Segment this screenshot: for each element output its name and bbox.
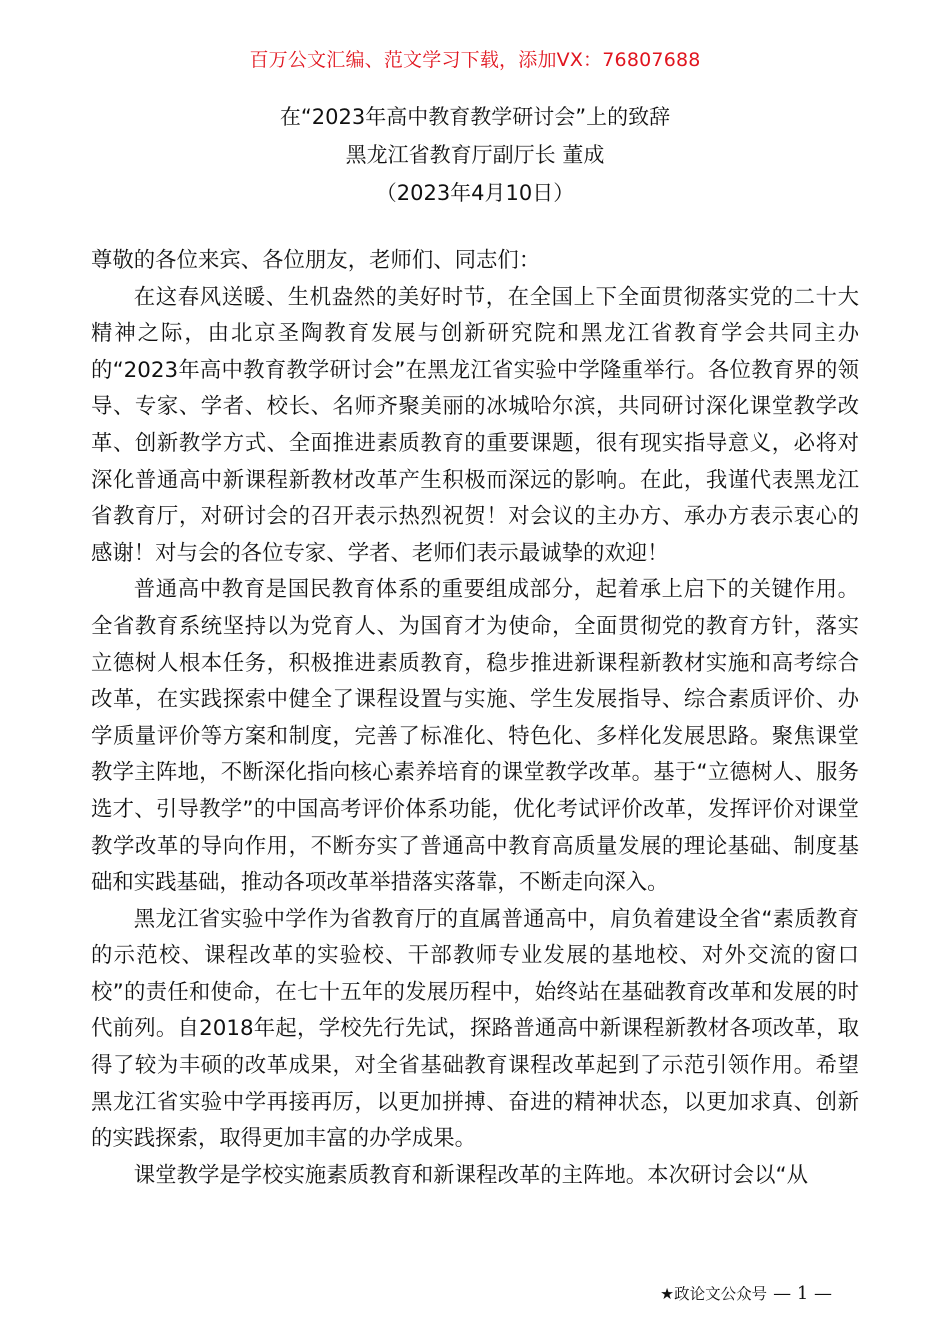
speech-date: （2023年4月10日） [375, 181, 575, 205]
speech-title: 在“2023年高中教育教学研讨会”上的致辞 [279, 105, 671, 129]
footer-label: 政论文公众号 [674, 1285, 768, 1303]
star-icon: ★ [660, 1285, 675, 1303]
paragraph-1: 在这春风送暖、生机盎然的美好时节，在全国上下全面贯彻落实党的二十大精神之际，由北京圣陶教育发展与创新研究院和黑龙江省教育学会共同主办的“2023年高中教育教学研讨会”在黑龙江省实验中学隆重举行。各位教育界的领导、专家、学者、校长、名师齐聚美丽的冰城哈尔滨，共同研讨深化课堂教学改革、创新教学方式、全面推进素质教育的重要课题，很有现实指导意义，必将对深化普通高中新课程新教材改革产生积极而深远的影响。在此，我谨代表黑龙江省教育厅，对研讨会的召开表示热烈祝贺！对会议的主办方、承办方表示衷心的感谢！对与会的各位专家、学者、老师们表示最诚挚的欢迎！ [91, 284, 859, 566]
paragraph-4: 课堂教学是学校实施素质教育和新课程改革的主阵地。本次研讨会以“从 [133, 1162, 808, 1188]
page-footer [660, 1281, 832, 1307]
salutation: 尊敬的各位来宾、各位朋友，老师们、同志们： [91, 248, 541, 273]
watermark-banner: 百万公文汇编、范文学习下载，添加VX：76807688 [249, 49, 701, 71]
document-body [91, 243, 859, 1194]
paragraph-2: 普通高中教育是国民教育体系的重要组成部分，起着承上启下的关键作用。全省教育系统坚持以为党育人、为国育才为使命，全面贯彻党的教育方针，落实立德树人根本任务，积极推进素质教育，稳步推进新课程新教材实施和高考综合改革，在实践探索中健全了课程设置与实施、学生发展指导、综合素质评价、办学质量评价等方案和制度，完善了标准化、特色化、多样化发展思路。聚焦课堂教学主阵地，不断深化指向核心素养培育的课堂教学改革。基于“立德树人、服务选才、引导教学”的中国高考评价体系功能，优化考试评价改革，发挥评价对课堂教学改革的导向作用，不断夯实了普通高中教育高质量发展的理论基础、制度基础和实践基础，推动各项改革举措落实落靠，不断走向深入。 [91, 577, 859, 896]
page-number: — 1 — [773, 1283, 832, 1304]
speaker-line: 黑龙江省教育厅副厅长 董成 [345, 143, 605, 167]
paragraph-3: 黑龙江省实验中学作为省教育厅的直属普通高中，肩负着建设全省“素质教育的示范校、课程改革的实验校、干部教师专业发展的基地校、对外交流的窗口校”的责任和使命，在七十五年的发展历程中，始终站在基础教育改革和发展的时代前列。自2018年起，学校先行先试，探路普通高中新课程新教材各项改革，取得了较为丰硕的改革成果，对全省基础教育课程改革起到了示范引领作用。希望黑龙江省实验中学再接再厉，以更加拼搏、奋进的精神状态，以更加求真、创新的实践探索，取得更加丰富的办学成果。 [91, 906, 859, 1152]
document-header [0, 98, 950, 212]
